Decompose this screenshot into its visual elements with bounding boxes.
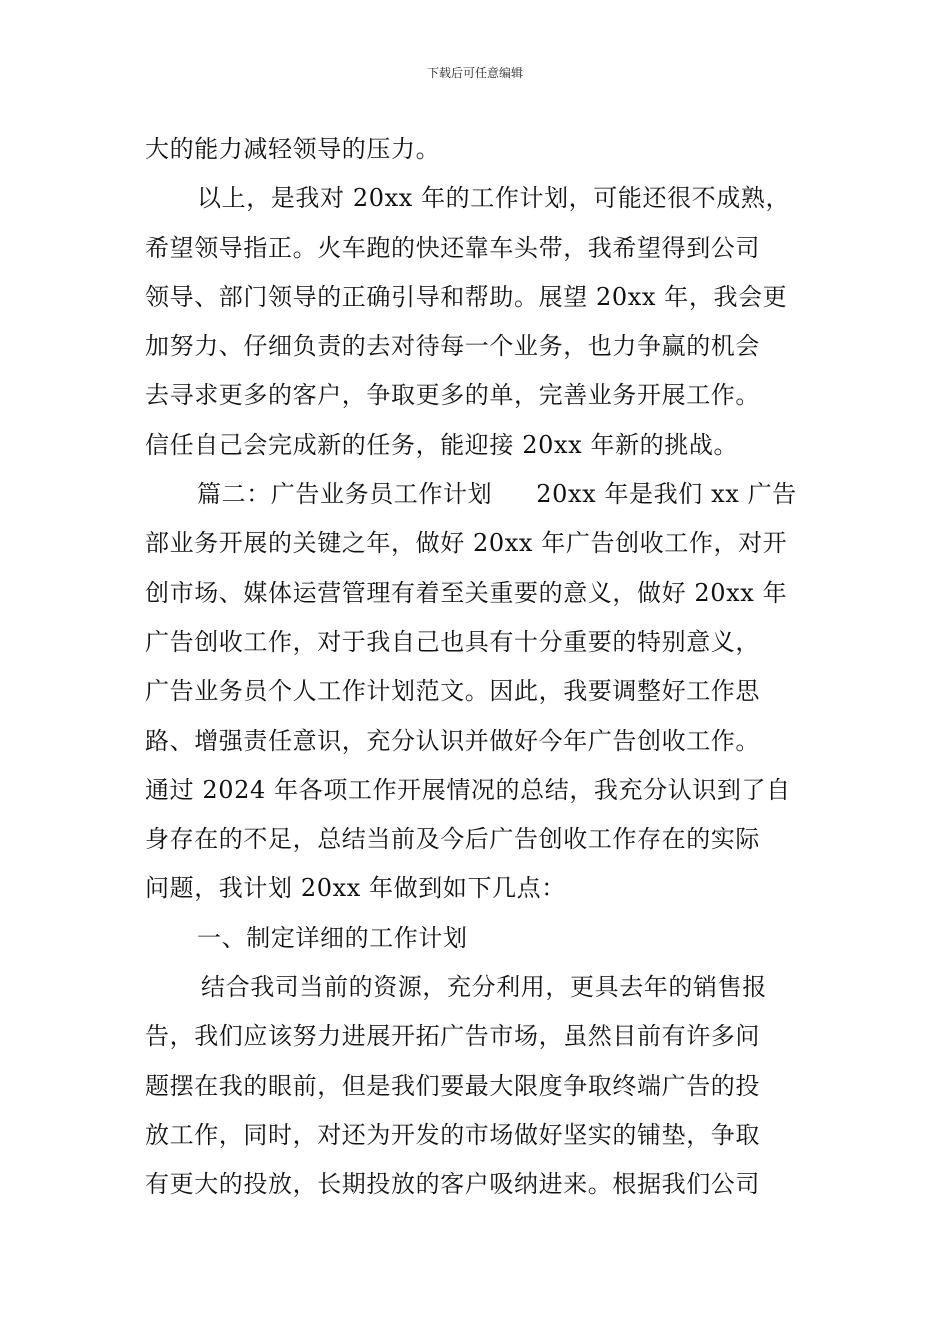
text-line: 身存在的不足，总结当前及今后广告创收工作存在的实际: [145, 825, 760, 854]
text-line: 去寻求更多的客户，争取更多的单，完善业务开展工作。: [145, 381, 760, 410]
text-line: 大的能力减轻领导的压力。: [145, 135, 441, 163]
text-line: 创市场、媒体运营管理有着至关重要的意义，做好 20xx 年: [145, 578, 788, 607]
text-line: 希望领导指正。火车跑的快还靠车头带，我希望得到公司: [145, 233, 760, 262]
text-line: 有更大的投放，长期投放的客户吸纳进来。根据我们公司: [145, 1170, 760, 1199]
text-line: 告，我们应该努力进展开拓广告市场，虽然目前有许多问: [145, 1022, 760, 1051]
page-header: 下载后可任意编辑: [426, 66, 523, 80]
section-title-line: [145, 470, 810, 519]
text-line: 放工作，同时，对还为开发的市场做好坚实的铺垫，争取: [145, 1120, 760, 1149]
text-line: 题摆在我的眼前，但是我们要最大限度争取终端广告的投: [145, 1071, 760, 1100]
subsection-heading: 一、制定详细的工作计划: [197, 923, 468, 952]
section-title: 篇二：广告业务员工作计划: [197, 480, 493, 509]
text-line: 领导、部门领导的正确引导和帮助。展望 20xx 年，我会更: [145, 282, 788, 311]
text-line: 信任自己会完成新的任务，能迎接 20xx 年新的挑战。: [145, 430, 739, 459]
paragraph-first-line: 结合我司当前的资源，充分利用，更具去年的销售报: [201, 973, 767, 1002]
document-body: [145, 125, 810, 1210]
text-line: 问题，我计划 20xx 年做到如下几点：: [145, 874, 566, 903]
paragraph-first-line: 以上，是我对 20xx 年的工作计划，可能还很不成熟，: [197, 184, 791, 213]
text-line: 广告创收工作，对于我自己也具有十分重要的特别意义，: [145, 627, 760, 656]
text-line: 通过 2024 年各项工作开展情况的总结，我充分认识到了自: [145, 775, 791, 804]
text-line: 加努力、仔细负责的去对待每一个业务，也力争赢的机会: [145, 332, 760, 361]
text-line: 广告业务员个人工作计划范文。因此，我要调整好工作思: [145, 677, 760, 706]
section-intro-text: 20xx 年是我们 xx 广告: [536, 480, 797, 509]
text-line: 部业务开展的关键之年，做好 20xx 年广告创收工作，对开: [145, 529, 788, 558]
text-line: 路、增强责任意识，充分认识并做好今年广告创收工作。: [145, 726, 760, 755]
